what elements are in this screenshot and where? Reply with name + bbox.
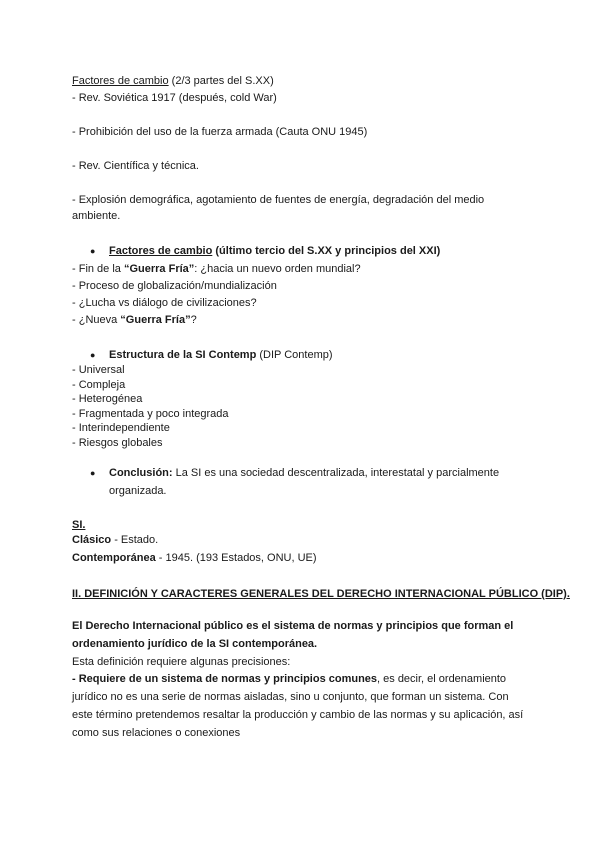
list-item: ambiente.	[72, 210, 121, 222]
section2-heading-underlined: Factores de cambio	[109, 245, 213, 257]
point-text: , es decir, el ordenamiento jurídico no es una serie de normas aisladas, sino u conjunto, que forman un sistema. Con este término pretendemos resaltar la producción y cambio de las normas y su aplicación, así como sus relaciones o conexiones	[72, 673, 524, 739]
item-bold: “Guerra Fría”	[120, 314, 191, 326]
list-item: - Interindependiente	[72, 422, 170, 434]
item-bold: “Guerra Fría”	[123, 263, 195, 275]
list-item: - ¿Lucha vs diálogo de civilizaciones?	[72, 297, 257, 309]
point-paragraph	[72, 670, 528, 742]
si-contemp-text: - 1945. (193 Estados, ONU, UE)	[155, 552, 317, 564]
item-prefix: - Fin de la	[72, 263, 124, 275]
si-contemporanea	[72, 551, 317, 565]
section2-heading	[109, 244, 440, 258]
list-item: - Riesgos globales	[72, 437, 163, 449]
conclusion-text: La SI es una sociedad descentralizada, interestatal y parcialmente	[172, 467, 500, 479]
list-item	[72, 313, 197, 327]
list-item: - Universal	[72, 364, 125, 376]
list-item: - Compleja	[72, 379, 126, 391]
si-clasico-label: Clásico	[72, 534, 112, 546]
list-item: - Rev. Soviética 1917 (después, cold War)	[72, 92, 277, 104]
bullet-icon: ●	[90, 246, 96, 256]
list-item: - Rev. Científica y técnica.	[72, 160, 199, 172]
point-bold: - Requiere de un sistema de normas y principios comunes	[72, 673, 378, 685]
list-item: - Prohibición del uso de la fuerza armada (Cauta ONU 1945)	[72, 126, 368, 138]
conclusion-label: Conclusión:	[109, 467, 173, 479]
section1-heading	[72, 74, 274, 88]
section2-heading-rest: (último tercio del S.XX y principios del XXI)	[212, 245, 441, 257]
si-contemp-label: Contemporánea	[72, 552, 156, 564]
section1-heading-rest: (2/3 partes del S.XX)	[168, 75, 274, 87]
conclusion-line: organizada.	[109, 485, 167, 497]
si-clasico	[72, 533, 158, 547]
bullet-icon: ●	[90, 468, 96, 478]
section3-heading-rest: (DIP Contemp)	[256, 349, 333, 361]
si-clasico-text: - Estado.	[111, 534, 159, 546]
conclusion-line	[109, 466, 499, 480]
si-heading: SI.	[72, 519, 86, 531]
list-item	[72, 262, 361, 276]
item-suffix: : ¿hacia un nuevo orden mundial?	[194, 263, 361, 275]
section3-heading	[109, 348, 333, 362]
section1-heading-underlined: Factores de cambio	[72, 75, 169, 87]
list-item: - Explosión demográfica, agotamiento de fuentes de energía, degradación del medio	[72, 194, 485, 206]
list-item: - Fragmentada y poco integrada	[72, 408, 229, 420]
definition-paragraph: El Derecho Internacional público es el sistema de normas y principios que forman el ordenamiento jurídico de la SI contemporánea.	[72, 620, 514, 650]
section3-heading-bold: Estructura de la SI Contemp	[109, 349, 257, 361]
list-item: - Proceso de globalización/mundialización	[72, 280, 277, 292]
precisiones-line: Esta definición requiere algunas precisiones:	[72, 656, 291, 668]
list-item: - Heterogénea	[72, 393, 143, 405]
item-suffix: ?	[190, 314, 197, 326]
bullet-icon: ●	[90, 350, 96, 360]
item-prefix: - ¿Nueva	[72, 314, 121, 326]
section-ii-heading: II. DEFINICIÓN Y CARACTERES GENERALES DEL DERECHO INTERNACIONAL PÚBLICO (DIP).	[72, 588, 570, 600]
